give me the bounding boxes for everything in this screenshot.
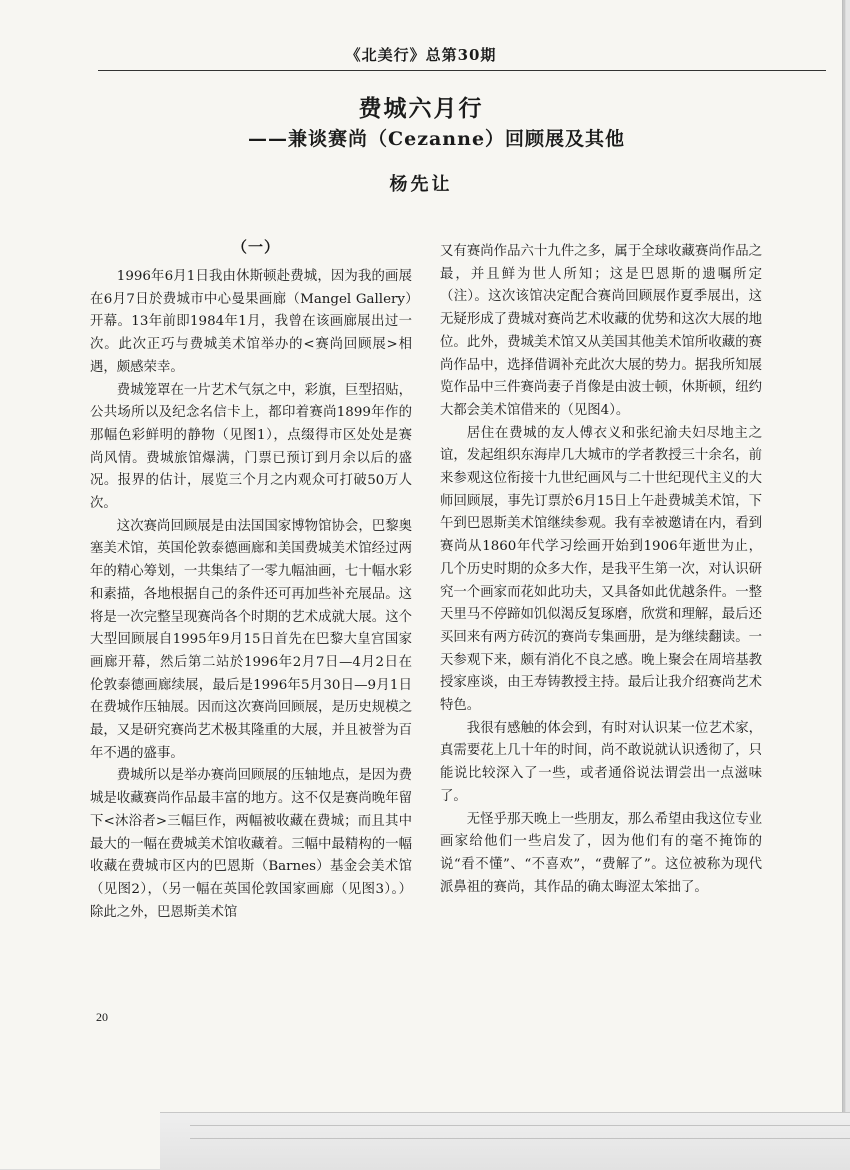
- article-subtitle: ——兼谈赛尚（Cezanne）回顾展及其他: [248, 128, 626, 150]
- page-number: 20: [96, 1010, 108, 1024]
- paragraph: 费城笼罩在一片艺术气氛之中，彩旗，巨型招贴，公共场所以及纪念名信卡上，都印着赛尚1899年作的那幅色彩鲜明的静物（见图1），点缀得市区处处是赛尚风情。费城旅馆爆满，门票已预订到月余以后的盛况。报界的估计，展览三个月之内观众可打破50万人次。: [90, 382, 412, 512]
- paragraph: 又有赛尚作品六十九件之多，属于全球收藏赛尚作品之最，并且鲜为世人所知；这是巴恩斯的遗嘱所定（注）。这次该馆决定配合赛尚回顾展作夏季展出，这无疑形成了费城对赛尚艺术收藏的优势和这次大展的地位。此外，费城美术馆又从美国其他美术馆所收藏的赛尚作品中，选择借调补充此次大展的势力。据我所知展览作品中三件赛尚妻子肖像是由波士顿，休斯顿，纽约大都会美术馆借来的（见图4）。: [440, 244, 762, 418]
- paragraph: 这次赛尚回顾展是由法国国家博物馆协会，巴黎奥塞美术馆，英国伦敦泰德画廊和美国费城美术馆经过两年的精心筹划，一共集结了一零九幅油画，七十幅水彩和素描，各地根据自己的条件还可再加些补充展品。这将是一次完整呈现赛尚各个时期的艺术成就大展。这个大型回顾展自1995年9月15日首先在巴黎大皇宫国家画廊开幕，然后第二站於1996年2月7日—4月2日在伦敦泰德画廊续展，最后是1996年5月30日—9月1日在费城作压轴展。因而这次赛尚回顾展，是历史规模之最，又是研究赛尚艺术极其隆重的大展，并且被誉为百年不遇的盛事。: [90, 518, 412, 761]
- right-column: [440, 241, 762, 899]
- section-heading: （一）: [232, 238, 281, 256]
- header-rule: [98, 70, 826, 71]
- paragraph: 费城所以是举办赛尚回顾展的压轴地点，是因为费城是收藏赛尚作品最丰富的地方。这不仅是赛尚晚年留下<沐浴者>三幅巨作，两幅被收藏在费城；而且其中最大的一幅在费城美术馆收藏着。三幅中最精构的一幅收藏在费城市区内的巴恩斯（Barnes）基金会美术馆（见图2），（另一幅在英国伦敦国家画廊（见图3）。）除此之外，巴恩斯美术馆: [90, 768, 412, 920]
- page-edge-line: [190, 1138, 850, 1139]
- paragraph: 居住在费城的友人傅衣义和张纪渝夫妇尽地主之谊，发起组织东海岸几大城市的学者教授三十余名，前来参观这位衔接十九世纪画风与二十世纪现代主义的大师回顾展，事先订票於6月15日上午赴费城美术馆，下午到巴恩斯美术馆继续参观。我有幸被邀请在内，看到赛尚从1860年代学习绘画开始到1906年逝世为止，几个历史时期的众多大作，是我平生第一次，对认识研究一个画家而花如此功夫，又具备如此优越条件。一整天里马不停蹄如饥似渴反复琢磨，欣赏和理解，最后还买回来有两方砖沉的赛尚专集画册，是为继续翻读。一天参观下来，颇有消化不良之感。晚上聚会在周培基教授家座谈，由王寿铸教授主持。最后让我介绍赛尚艺术特色。: [440, 425, 762, 714]
- paragraph: 1996年6月1日我由休斯顿赴费城，因为我的画展在6月7日於费城市中心曼果画廊（Mangel Gallery）开幕。13年前即1984年1月，我曾在该画廊展出过一次。此次正巧与费城美术馆举办的<赛尚回顾展>相遇，颇感荣幸。: [90, 269, 412, 375]
- page-edge-line: [190, 1125, 850, 1126]
- running-head: 《北美行》总第30期: [345, 46, 497, 64]
- page-edge: [846, 0, 850, 1169]
- article-title: 费城六月行: [358, 95, 484, 122]
- paragraph: 无怪乎那天晚上一些朋友，那么希望由我这位专业画家给他们一些启发了，因为他们有的毫不掩饰的说“看不懂”、“不喜欢”，“费解了”。这位被称为现代派鼻祖的赛尚，其作品的确太晦涩太笨拙了。: [440, 811, 762, 895]
- article-author: 杨先让: [389, 174, 453, 195]
- paragraph: 我很有感触的体会到，有时对认识某一位艺术家，真需要花上几十年的时间，尚不敢说就认识透彻了，只能说比较深入了一些，或者通俗说法谓尝出一点滋味了。: [440, 720, 762, 804]
- page-edge: [843, 0, 845, 1169]
- underlying-page-edge: [160, 1112, 850, 1170]
- left-column: [90, 266, 412, 924]
